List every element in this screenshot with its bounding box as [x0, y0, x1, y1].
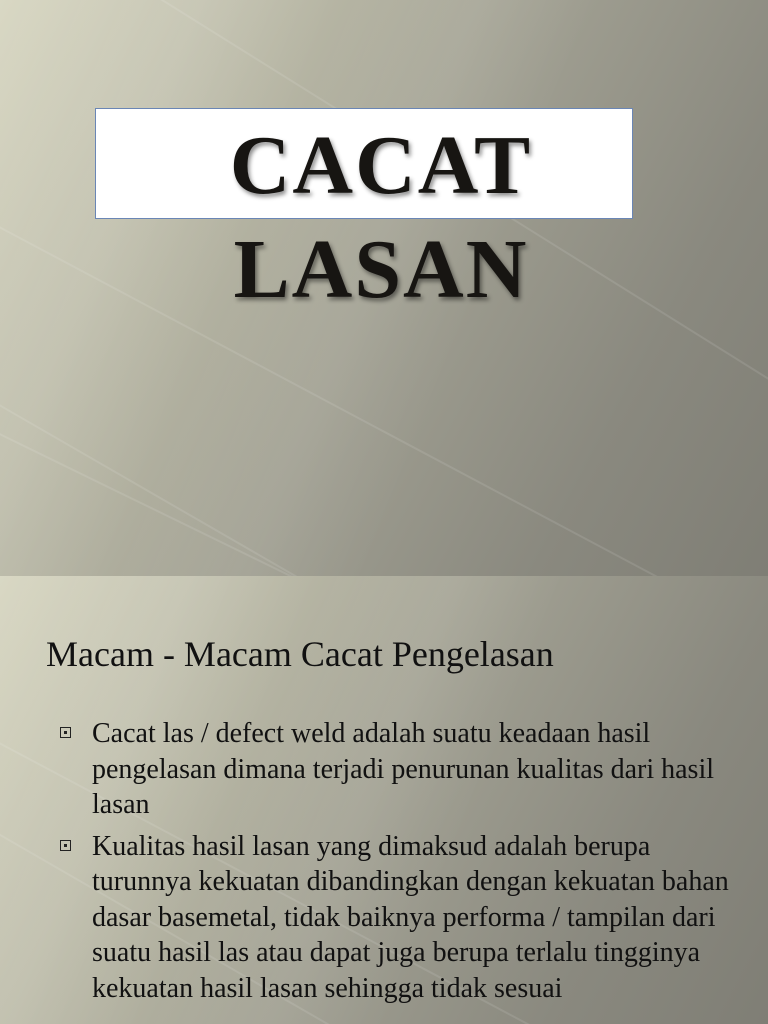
title-line-1: CACAT	[229, 119, 533, 212]
bullet-list	[58, 716, 738, 1012]
square-bullet-icon	[60, 840, 71, 851]
bullet-text: Cacat las / defect weld adalah suatu keadaan hasil pengelasan dimana terjadi penurunan kualitas dari hasil lasan	[92, 718, 715, 820]
slide-heading: Macam - Macam Cacat Pengelasan	[46, 634, 554, 674]
title-line-2: LASAN	[233, 223, 529, 316]
bullet-text: Kualitas hasil lasan yang dimaksud adalah berupa turunnya kekuatan dibandingkan dengan kekuatan bahan dasar basemetal, tidak baiknya performa / tampilan dari suatu hasil las atau dapat juga berupa terlalu tingginya kekuatan hasil lasan sehingga tidak sesuai	[92, 830, 729, 1004]
background-streak	[0, 360, 768, 576]
bullet-item	[58, 829, 738, 1007]
bullet-item	[58, 716, 738, 823]
content-slide	[0, 576, 768, 1024]
square-bullet-icon	[60, 727, 71, 738]
